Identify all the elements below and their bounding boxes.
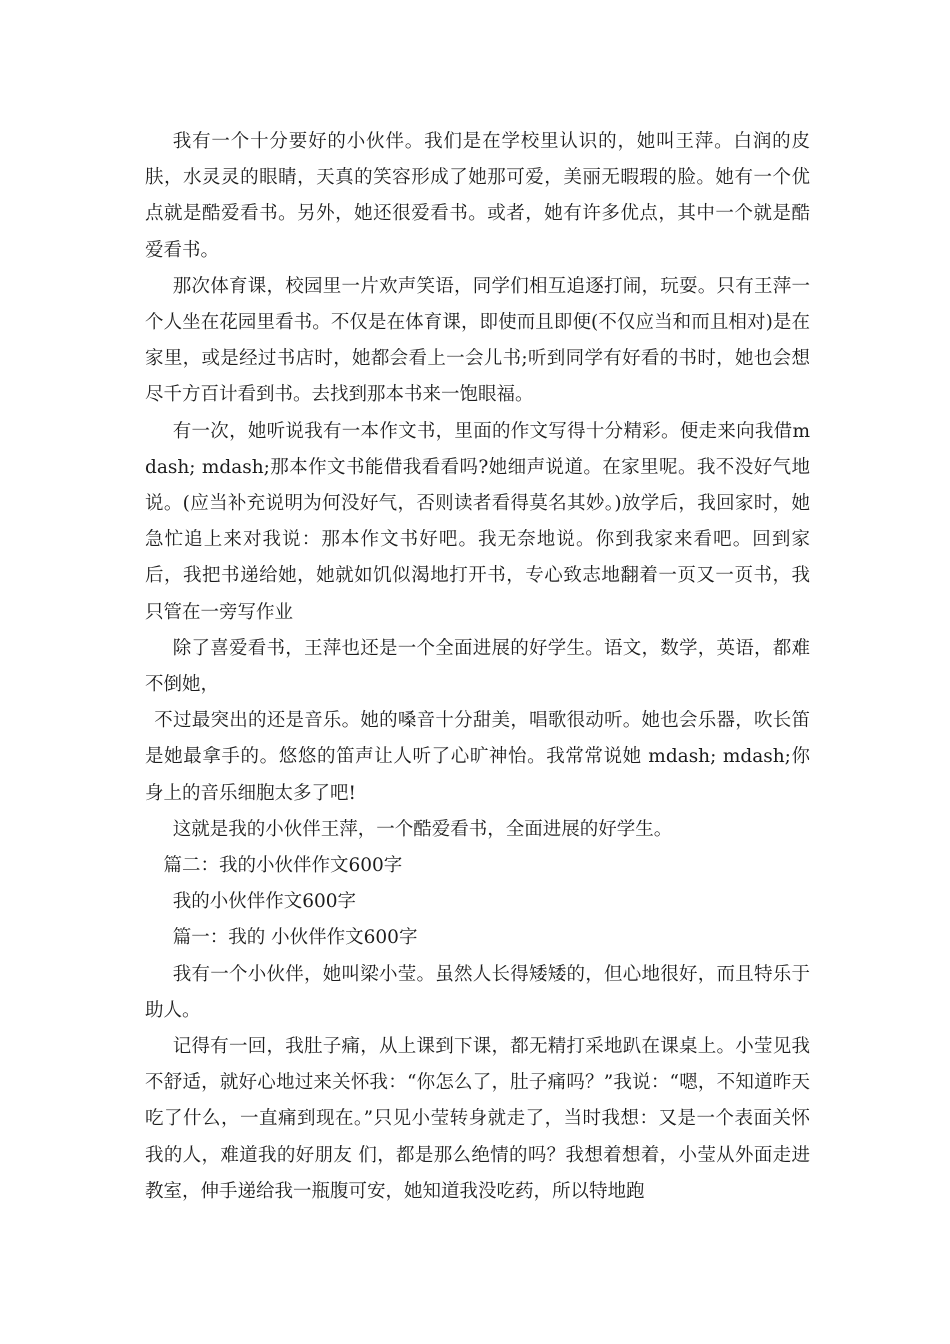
paragraph-music: 不过最突出的还是音乐。她的嗓音十分甜美，唱歌很动听。她也会乐器，吹长笛是她最拿手的。悠悠的笛声让人听了心旷神怡。我常常说她 mdash; mdash;你身上的音乐细胞太多了吧! (145, 710, 810, 804)
paragraph-borrow-book: 有一次，她听说我有一本作文书，里面的作文写得十分精彩。便走来向我借mdash; mdash;那本作文书能借我看看吗?她细声说道。在家里呢。我不没好气地说。(应当补充说明为何没好气，否则读者看得莫名其妙。)放学后，我回家时，她急忙追上来对我说：那本作文书好吧。我无奈地说。你到我家来看吧。回到家后，我把书递给她，她就如饥似渴地打开书，专心致志地翻着一页又一页书，我只管在一旁写作业 (145, 420, 810, 623)
paragraph-stomachache: 记得有一回，我肚子痛，从上课到下课，都无精打采地趴在课桌上。小莹见我不舒适，就好心地过来关怀我：“你怎么了，肚子痛吗？”我说：“嗯，不知道昨天吃了什么，一直痛到现在。”只见小莹转身就走了，当时我想：又是一个表面关怀我的人，难道我的好朋友 们，都是那么绝情的吗？我想着想着，小莹从外面走进教室，伸手递给我一瓶腹可安，她知道我没吃药，所以特地跑 (145, 1036, 810, 1202)
section-heading-part-two: 篇二：我的小伙伴作文600字 (163, 855, 403, 877)
section-heading-part-one: 篇一：我的 小伙伴作文600字 (172, 927, 418, 949)
paragraph-pe-class: 那次体育课，校园里一片欢声笑语，同学们相互追逐打闹，玩耍。只有王萍一个人坐在花园里看书。不仅是在体育课，即使而且即便(不仅应当和而且相对)是在家里，或是经过书店时，她都会看上一会儿书;听到同学有好看的书时，她也会想尽千方百计看到书。去找到那本书来一饱眼福。 (145, 275, 810, 406)
paragraph-good-student: 除了喜爱看书，王萍也还是一个全面进展的好学生。语文，数学，英语，都难不倒她， (145, 637, 810, 696)
essay-body (145, 124, 810, 1210)
essay-title: 我的小伙伴作文600字 (172, 891, 357, 913)
paragraph-conclusion: 这就是我的小伙伴王萍，一个酷爱看书，全面进展的好学生。 (172, 818, 673, 840)
paragraph-friend-intro: 我有一个小伙伴，她叫梁小莹。虽然人长得矮矮的，但心地很好，而且特乐于助人。 (145, 963, 810, 1021)
paragraph-intro: 我有一个十分要好的小伙伴。我们是在学校里认识的，她叫王萍。白润的皮肤，水灵灵的眼睛，天真的笑容形成了她那可爱，美丽无暇瑕的脸。她有一个优点就是酷爱看书。另外，她还很爱看书。或者，她有许多优点，其中一个就是酷爱看书。 (145, 131, 810, 261)
